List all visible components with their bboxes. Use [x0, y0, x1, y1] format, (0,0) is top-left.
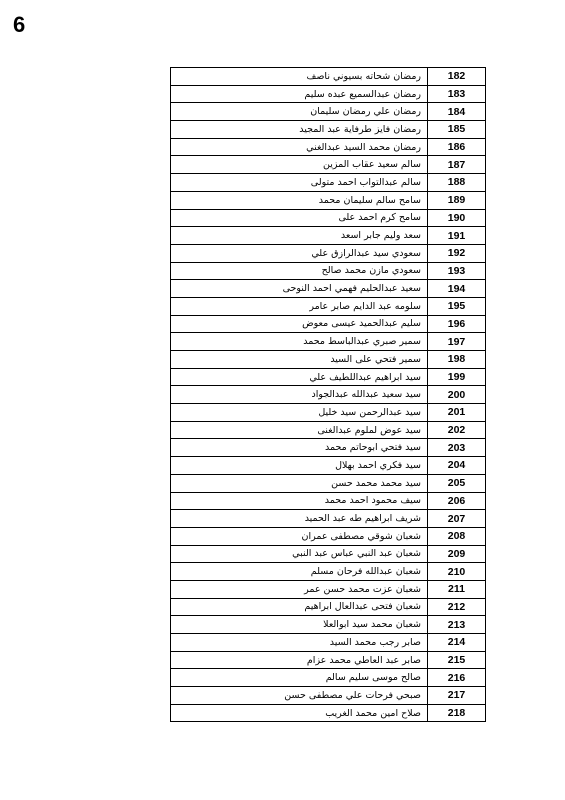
- table-row: [171, 580, 486, 598]
- table-row: [171, 439, 486, 457]
- number-cell: 187: [428, 156, 486, 174]
- number-cell: 214: [428, 634, 486, 652]
- table-row: [171, 174, 486, 192]
- name-cell: سعودي سيد عبدالرازق علي: [171, 244, 428, 262]
- table-row: [171, 669, 486, 687]
- number-cell: 206: [428, 492, 486, 510]
- number-cell: 217: [428, 687, 486, 705]
- name-cell: سمير صبري عبدالباسط محمد: [171, 333, 428, 351]
- table-row: [171, 333, 486, 351]
- table-row: [171, 651, 486, 669]
- number-cell: 186: [428, 138, 486, 156]
- name-cell: سمير فتحي على السيد: [171, 351, 428, 369]
- number-cell: 210: [428, 563, 486, 581]
- table-row: [171, 315, 486, 333]
- number-cell: 212: [428, 598, 486, 616]
- table-row: [171, 68, 486, 86]
- name-cell: سليم عبدالحميد عيسى معوض: [171, 315, 428, 333]
- number-cell: 183: [428, 85, 486, 103]
- table-row: [171, 227, 486, 245]
- table-row: [171, 156, 486, 174]
- name-cell: رمضان شحاته بسيوني ناصف: [171, 68, 428, 86]
- name-cell: سيد عوض لملوم عبدالغنى: [171, 421, 428, 439]
- names-table-body: [171, 68, 486, 722]
- table-row: [171, 704, 486, 722]
- number-cell: 205: [428, 474, 486, 492]
- table-row: [171, 121, 486, 139]
- number-cell: 201: [428, 404, 486, 422]
- table-row: [171, 103, 486, 121]
- name-cell: سلومه عبد الدايم صابر عامر: [171, 297, 428, 315]
- table-row: [171, 563, 486, 581]
- name-cell: رمضان محمد السيد عبدالغني: [171, 138, 428, 156]
- number-cell: 198: [428, 351, 486, 369]
- table-row: [171, 262, 486, 280]
- number-cell: 216: [428, 669, 486, 687]
- name-cell: سامح كرم احمد على: [171, 209, 428, 227]
- number-cell: 209: [428, 545, 486, 563]
- number-cell: 200: [428, 386, 486, 404]
- number-cell: 215: [428, 651, 486, 669]
- table-row: [171, 457, 486, 475]
- table-row: [171, 598, 486, 616]
- number-cell: 218: [428, 704, 486, 722]
- name-cell: سيد عبدالرحمن سيد خليل: [171, 404, 428, 422]
- number-cell: 184: [428, 103, 486, 121]
- name-cell: رمضان عبدالسميع عبده سليم: [171, 85, 428, 103]
- name-cell: سيد سعيد عبدالله عبدالجواد: [171, 386, 428, 404]
- number-cell: 208: [428, 527, 486, 545]
- table-row: [171, 492, 486, 510]
- table-row: [171, 351, 486, 369]
- number-cell: 207: [428, 510, 486, 528]
- number-cell: 189: [428, 191, 486, 209]
- table-row: [171, 545, 486, 563]
- number-cell: 193: [428, 262, 486, 280]
- name-cell: شعبان عزت محمد حسن عمر: [171, 580, 428, 598]
- table-row: [171, 297, 486, 315]
- name-cell: سالم سعيد عقاب المزين: [171, 156, 428, 174]
- table-row: [171, 244, 486, 262]
- number-cell: 211: [428, 580, 486, 598]
- name-cell: شعبان عبد النبي عباس عبد النبي: [171, 545, 428, 563]
- number-cell: 190: [428, 209, 486, 227]
- table-row: [171, 368, 486, 386]
- names-table-container: [170, 67, 485, 722]
- table-row: [171, 616, 486, 634]
- name-cell: صابر عبد العاطي محمد عزام: [171, 651, 428, 669]
- name-cell: سعيد عبدالحليم فهمي احمد النوحى: [171, 280, 428, 298]
- name-cell: رمضان علي رمضان سليمان: [171, 103, 428, 121]
- table-row: [171, 474, 486, 492]
- names-table: [170, 67, 486, 722]
- table-row: [171, 386, 486, 404]
- number-cell: 185: [428, 121, 486, 139]
- table-row: [171, 404, 486, 422]
- name-cell: سيد محمد محمد حسن: [171, 474, 428, 492]
- name-cell: سيد فتحي ابوحاتم محمد: [171, 439, 428, 457]
- number-cell: 202: [428, 421, 486, 439]
- name-cell: سالم عبدالتواب احمد متولى: [171, 174, 428, 192]
- table-row: [171, 634, 486, 652]
- name-cell: سيد فكري احمد بهلال: [171, 457, 428, 475]
- number-cell: 192: [428, 244, 486, 262]
- number-cell: 182: [428, 68, 486, 86]
- number-cell: 197: [428, 333, 486, 351]
- number-cell: 194: [428, 280, 486, 298]
- name-cell: سيد ابراهيم عبداللطيف علي: [171, 368, 428, 386]
- name-cell: صالح موسى سليم سالم: [171, 669, 428, 687]
- table-row: [171, 421, 486, 439]
- name-cell: شريف ابراهيم طه عبد الحميد: [171, 510, 428, 528]
- name-cell: شعبان محمد سيد ابوالعلا: [171, 616, 428, 634]
- number-cell: 188: [428, 174, 486, 192]
- table-row: [171, 85, 486, 103]
- name-cell: سيف محمود احمد محمد: [171, 492, 428, 510]
- table-row: [171, 527, 486, 545]
- table-row: [171, 138, 486, 156]
- number-cell: 195: [428, 297, 486, 315]
- name-cell: شعبان عبدالله فرحان مسلم: [171, 563, 428, 581]
- name-cell: سعد وليم جابر اسعد: [171, 227, 428, 245]
- name-cell: شعبان فتحى عبدالعال ابراهيم: [171, 598, 428, 616]
- name-cell: رمضان فايز طرفاية عبد المجيد: [171, 121, 428, 139]
- number-cell: 199: [428, 368, 486, 386]
- name-cell: صبحي فرحات علي مصطفى حسن: [171, 687, 428, 705]
- name-cell: سعودي مازن محمد صالح: [171, 262, 428, 280]
- table-row: [171, 510, 486, 528]
- table-row: [171, 280, 486, 298]
- name-cell: شعبان شوقي مصطفى عمران: [171, 527, 428, 545]
- name-cell: سامح سالم سليمان محمد: [171, 191, 428, 209]
- table-row: [171, 687, 486, 705]
- page-number: 6: [13, 12, 26, 37]
- number-cell: 213: [428, 616, 486, 634]
- number-cell: 196: [428, 315, 486, 333]
- number-cell: 204: [428, 457, 486, 475]
- name-cell: صابر رجب محمد السيد: [171, 634, 428, 652]
- table-row: [171, 209, 486, 227]
- name-cell: صلاح امين محمد الغريب: [171, 704, 428, 722]
- number-cell: 191: [428, 227, 486, 245]
- number-cell: 203: [428, 439, 486, 457]
- table-row: [171, 191, 486, 209]
